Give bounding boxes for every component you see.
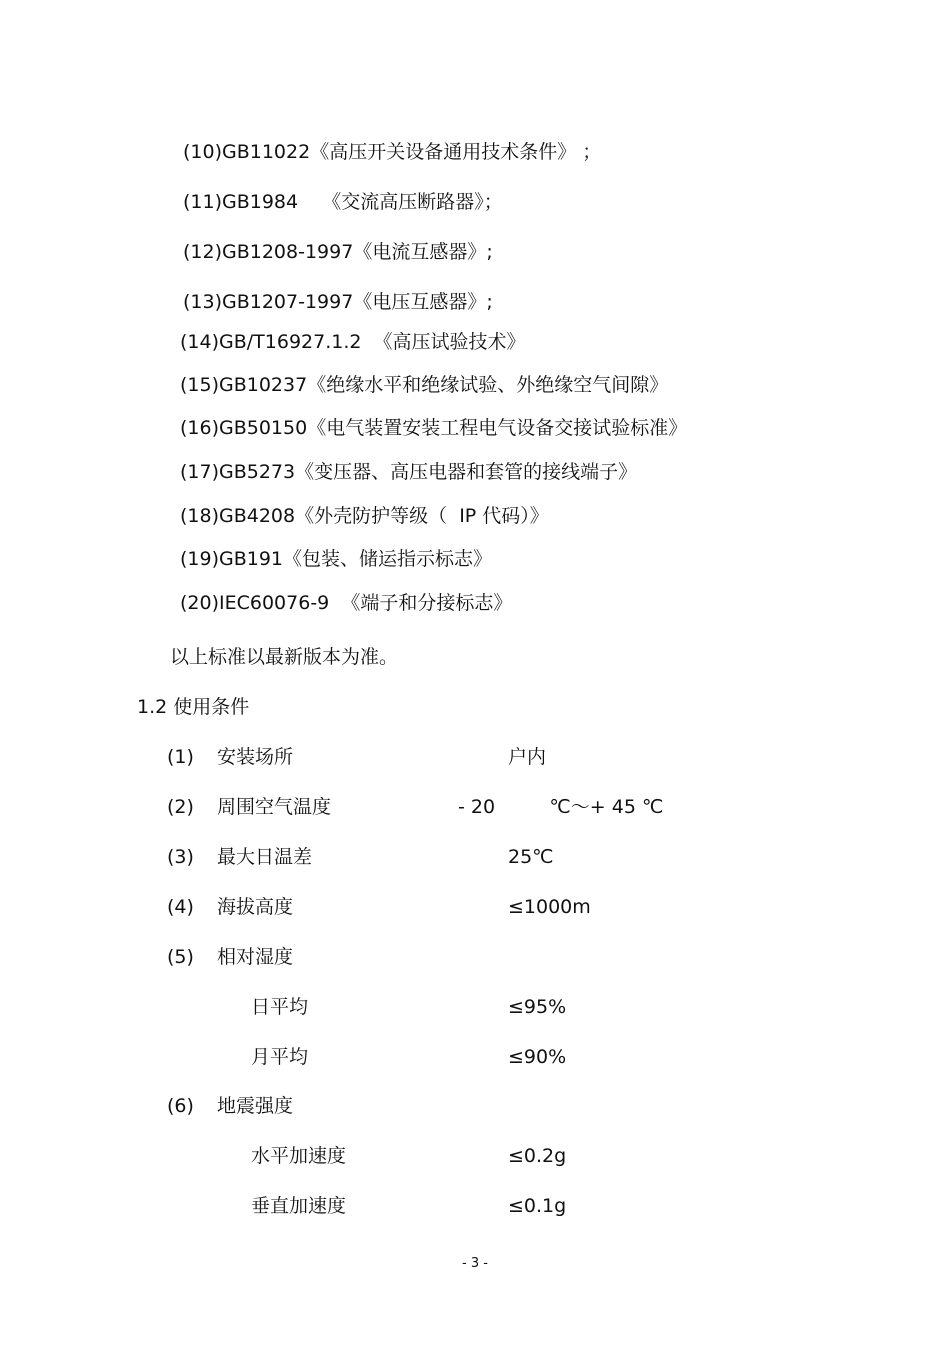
condition-label: 日平均 bbox=[251, 996, 309, 1018]
standard-item: (11)GB1984 《交流高压断路器》； bbox=[183, 191, 503, 213]
condition-label: 垂直加速度 bbox=[251, 1195, 347, 1217]
condition-number: (6) bbox=[167, 1095, 194, 1117]
standard-item: (20)IEC60076-9 《端子和分接标志》 bbox=[180, 592, 513, 614]
condition-value: ≤90% bbox=[508, 1046, 567, 1068]
condition-value: ≤95% bbox=[508, 996, 567, 1018]
standard-item: (17)GB5273《变压器、高压电器和套管的接线端子》 bbox=[180, 461, 638, 483]
condition-label: 海拔高度 bbox=[217, 896, 294, 918]
standard-item: (19)GB191《包装、储运指示标志》 bbox=[180, 548, 493, 570]
condition-value: ≤0.1g bbox=[508, 1195, 567, 1217]
condition-value: ≤1000m bbox=[508, 896, 591, 918]
condition-label: 地震强度 bbox=[217, 1095, 294, 1117]
standard-item: (18)GB4208《外壳防护等级（ IP 代码）》 bbox=[180, 505, 549, 527]
condition-number: (5) bbox=[167, 946, 194, 968]
standards-note: 以上标准以最新版本为准。 bbox=[170, 646, 399, 668]
condition-number: (2) bbox=[167, 796, 194, 818]
page-number: - 3 - bbox=[462, 1256, 488, 1271]
condition-number: (3) bbox=[167, 846, 194, 868]
standard-item: (10)GB11022《高压开关设备通用技术条件》 ； bbox=[183, 141, 602, 163]
condition-value: - 20 ℃～+ 45 ℃ bbox=[458, 796, 664, 818]
condition-number: (4) bbox=[167, 896, 194, 918]
standard-item: (13)GB1207-1997《电压互感器》; bbox=[183, 291, 493, 313]
condition-label: 相对湿度 bbox=[217, 946, 294, 968]
condition-value: 25℃ bbox=[508, 846, 554, 868]
standard-item: (16)GB50150《电气装置安装工程电气设备交接试验标准》 bbox=[180, 417, 688, 439]
standard-item: (15)GB10237《绝缘水平和绝缘试验、外绝缘空气间隙》 bbox=[180, 374, 669, 396]
standard-item: (14)GB/T16927.1.2 《高压试验技术》 bbox=[180, 331, 526, 353]
section-title: 1.2 使用条件 bbox=[137, 696, 250, 718]
condition-value: 户内 bbox=[508, 746, 547, 768]
condition-value: ≤0.2g bbox=[508, 1145, 567, 1167]
condition-label: 水平加速度 bbox=[251, 1145, 347, 1167]
condition-label: 安装场所 bbox=[217, 746, 294, 768]
condition-label: 月平均 bbox=[251, 1046, 309, 1068]
condition-number: (1) bbox=[167, 746, 194, 768]
condition-label: 最大日温差 bbox=[217, 846, 313, 868]
condition-label: 周围空气温度 bbox=[217, 796, 332, 818]
standard-item: (12)GB1208-1997《电流互感器》; bbox=[183, 241, 493, 263]
